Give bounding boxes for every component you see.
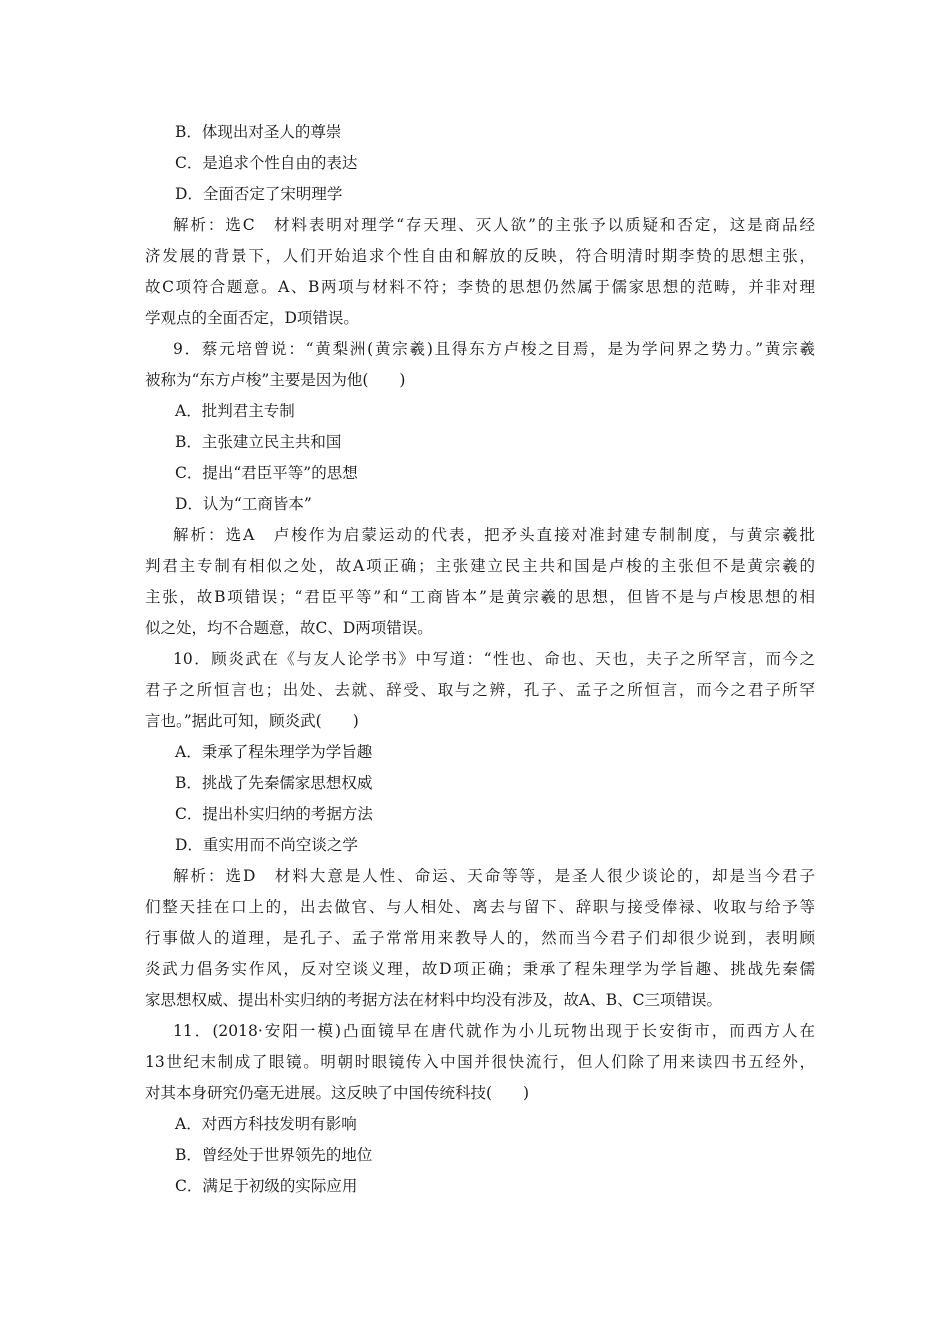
paragraph-line: 故C项符合题意。A、B两项与材料不符；李贽的思想仍然属于儒家思想的范畴，并非对理: [145, 278, 815, 296]
answer-option: A．批判君主专制: [175, 402, 295, 420]
answer-option: C．提出朴实归纳的考据方法: [175, 805, 373, 823]
paragraph-line: 对其本身研究仍毫无进展。这反映了中国传统科技( ): [145, 1084, 530, 1102]
paragraph-line: 解析：选D 材料大意是人性、命运、天命等等，是圣人很少谈论的，却是当今君子: [173, 867, 815, 885]
paragraph-line: 被称为“东方卢梭”主要是因为他( ): [145, 371, 406, 389]
answer-option: D．认为“工商皆本”: [175, 495, 312, 513]
paragraph-line: 10．顾炎武在《与友人论学书》中写道：“性也、命也、天也，夫子之所罕言，而今之: [173, 650, 815, 668]
paragraph-line: 济发展的背景下，人们开始追求个性自由和解放的反映，符合明清时期李贽的思想主张，: [145, 247, 815, 265]
answer-option: B．体现出对圣人的尊崇: [175, 123, 342, 141]
paragraph-line: 解析：选C 材料表明对理学“存天理、灭人欲”的主张予以质疑和否定，这是商品经: [173, 216, 815, 234]
paragraph-line: 解析：选A 卢梭作为启蒙运动的代表，把矛头直接对准封建专制制度，与黄宗羲批: [173, 526, 815, 544]
paragraph-line: 学观点的全面否定，D项错误。: [145, 309, 359, 327]
answer-option: C．提出“君臣平等”的思想: [175, 464, 358, 482]
answer-option: B．挑战了先秦儒家思想权威: [175, 774, 373, 792]
paragraph-line: 君子之所恒言也；出处、去就、辞受、取与之辨，孔子、孟子之所恒言，而今之君子所罕: [145, 681, 815, 699]
answer-option: B．主张建立民主共和国: [175, 433, 342, 451]
paragraph-line: 13世纪末制成了眼镜。明朝时眼镜传入中国并很快流行，但人们除了用来读四书五经外，: [145, 1053, 815, 1071]
answer-option: D．重实用而不尚空谈之学: [175, 836, 358, 854]
answer-option: D．全面否定了宋明理学: [175, 185, 343, 203]
paragraph-line: 炎武力倡务实作风，反对空谈义理，故D项正确；秉承了程朱理学为学旨趣、挑战先秦儒: [145, 960, 815, 978]
document-content: [145, 117, 815, 1202]
answer-option: C．满足于初级的实际应用: [175, 1177, 358, 1195]
paragraph-line: 行事做人的道理，是孔子、孟子常常用来教导人的，然而当今君子们却很少说到，表明顾: [145, 929, 815, 947]
paragraph-line: 言也。”据此可知，顾炎武( ): [145, 712, 359, 730]
answer-option: A．对西方科技发明有影响: [175, 1115, 357, 1133]
answer-option: C．是追求个性自由的表达: [175, 154, 358, 172]
answer-option: B．曾经处于世界领先的地位: [175, 1146, 373, 1164]
paragraph-line: 判君主专制有相似之处，故A项正确；主张建立民主共和国是卢梭的主张但不是黄宗羲的: [145, 557, 815, 575]
paragraph-line: 主张，故B项错误；“君臣平等”和“工商皆本”是黄宗羲的思想，但皆不是与卢梭思想的相: [145, 588, 815, 606]
paragraph-line: 们整天挂在口上的，出去做官、与人相处、离去与留下、辞职与接受俸禄、收取与给予等: [145, 898, 815, 916]
paragraph-line: 11．(2018·安阳一模)凸面镜早在唐代就作为小儿玩物出现于长安街市，而西方人在: [173, 1022, 815, 1040]
answer-option: A．秉承了程朱理学为学旨趣: [175, 743, 373, 761]
paragraph-line: 家思想权威、提出朴实归纳的考据方法在材料中均没有涉及，故A、B、C三项错误。: [145, 991, 722, 1009]
paragraph-line: 9．蔡元培曾说：“黄梨洲(黄宗羲)且得东方卢梭之目焉，是为学问界之势力。”黄宗羲: [173, 340, 815, 358]
paragraph-line: 似之处，均不合题意，故C、D两项错误。: [145, 619, 433, 637]
